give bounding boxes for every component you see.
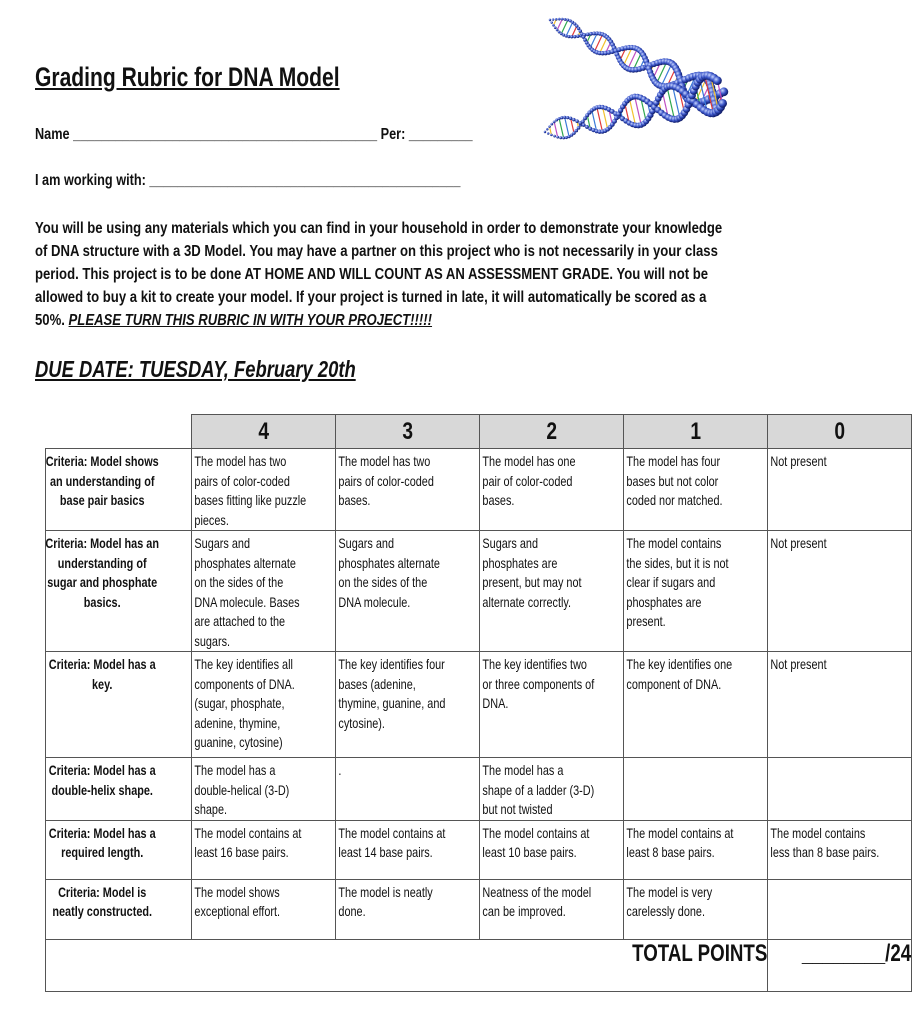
score-cell (192, 531, 336, 652)
criteria-text: Criteria: Model has an understanding of sugar and phosphate basics. (45, 536, 160, 610)
score-description: The model has two pairs of color-coded bases fitting like puzzle pieces. (194, 454, 307, 528)
rubric-header-row (46, 415, 912, 449)
score-description: The model contains at least 16 base pairs. (194, 825, 302, 860)
score-cell (768, 449, 912, 531)
score-description: The model contains at least 8 base pairs. (626, 825, 734, 860)
criteria-text: Criteria: Model shows an understanding of base pair basics (45, 454, 159, 508)
header-score-4: 4 (192, 415, 336, 449)
header-score-0: 0 (768, 415, 912, 449)
rubric-row (46, 758, 912, 821)
total-row (46, 939, 912, 991)
instructions-text: You will be using any materials which you can find in your household in order to demonstrate your knowledge of DNA structure with a 3D Model. You may have a partner on this project who is not necessarily in your class period. This project is to be done AT HOME AND WILL COUNT AS AN ASSESSMENT GRADE. You will not be allowed to buy a kit to create your model. If your project is turned in late, it will automatically be scored as a 50%. (35, 220, 723, 329)
score-description: The model contains the sides, but it is not clear if sugars and phosphates are present. (626, 536, 729, 629)
score-cell (336, 449, 480, 531)
score-description: The model contains at least 14 base pairs. (338, 825, 446, 860)
total-points-score[interactable]: ________/24 (768, 939, 912, 991)
score-cell (480, 652, 624, 758)
rubric-table (45, 414, 912, 992)
score-cell (192, 652, 336, 758)
score-cell (768, 652, 912, 758)
score-cell (336, 820, 480, 879)
rubric-row (46, 820, 912, 879)
score-cell (480, 531, 624, 652)
score-description: Sugars and phosphates are present, but may not alternate correctly. (482, 536, 582, 610)
score-description: The model contains at least 10 base pairs. (482, 825, 590, 860)
due-date: DUE DATE: TUESDAY, February 20th (35, 356, 356, 382)
page-title: Grading Rubric for DNA Model (35, 62, 340, 92)
criteria-cell (46, 758, 192, 821)
header-score-2: 2 (480, 415, 624, 449)
criteria-cell (46, 820, 192, 879)
score-cell (192, 879, 336, 939)
score-cell (192, 758, 336, 821)
score-cell (480, 758, 624, 821)
criteria-cell (46, 652, 192, 758)
criteria-text: Criteria: Model has a double-helix shape. (48, 763, 156, 798)
score-description: The model is neatly done. (338, 884, 433, 919)
score-description: The key identifies two or three components of DNA. (482, 657, 595, 711)
score-description: The model contains less than 8 base pairs. (770, 825, 880, 860)
score-description (624, 758, 738, 761)
score-cell (480, 879, 624, 939)
score-description: The model shows exceptional effort. (194, 884, 281, 919)
score-cell (480, 449, 624, 531)
score-cell (336, 652, 480, 758)
instructions-paragraph (35, 217, 724, 332)
score-description: The model has four bases but not color coded nor matched. (626, 454, 723, 508)
score-description: The model has a shape of a ladder (3-D) but not twisted (482, 763, 595, 817)
score-cell (336, 758, 480, 821)
score-cell (624, 531, 768, 652)
dna-helix-image (535, 12, 725, 190)
rubric-row (46, 449, 912, 531)
criteria-text: Criteria: Model has a required length. (48, 825, 156, 860)
header-score-3: 3 (336, 415, 480, 449)
score-cell (624, 879, 768, 939)
score-description: The model is very carelessly done. (626, 884, 713, 919)
total-points-label: TOTAL POINTS (46, 939, 768, 991)
score-cell (768, 758, 912, 821)
criteria-text: Criteria: Model is neatly constructed. (52, 884, 153, 919)
name-per-field[interactable]: Name ___________________________________________ Per: _________ (35, 126, 473, 143)
score-description (768, 880, 882, 883)
score-description: Sugars and phosphates alternate on the sides of the DNA molecule. Bases are attached to the sugars. (194, 536, 300, 649)
score-description: Not present (770, 536, 827, 551)
score-description: The model has two pairs of color-coded bases. (338, 454, 434, 508)
score-cell (480, 820, 624, 879)
rubric-row (46, 652, 912, 758)
score-cell (768, 531, 912, 652)
header-score-1: 1 (624, 415, 768, 449)
header-blank (46, 415, 192, 449)
rubric-row (46, 531, 912, 652)
score-description: Neatness of the model can be improved. (482, 884, 592, 919)
score-cell (336, 531, 480, 652)
score-cell (624, 820, 768, 879)
score-cell (624, 758, 768, 821)
score-description: Not present (770, 454, 827, 469)
working-with-field[interactable]: I am working with: ____________________________________________ (35, 172, 461, 189)
score-description: The model has one pair of color-coded bases. (482, 454, 576, 508)
score-description: The key identifies all components of DNA. (sugar, phosphate, adenine, thymine, guanine, cytosine) (194, 657, 295, 750)
score-description: Sugars and phosphates alternate on the sides of the DNA molecule. (338, 536, 440, 610)
criteria-cell (46, 879, 192, 939)
score-cell (768, 820, 912, 879)
score-description: Not present (770, 657, 827, 672)
criteria-text: Criteria: Model has a key. (48, 657, 156, 692)
score-cell (624, 652, 768, 758)
criteria-cell (46, 531, 192, 652)
score-description: The key identifies four bases (adenine, thymine, guanine, and cytosine). (338, 657, 446, 731)
score-description: The key identifies one component of DNA. (626, 657, 733, 692)
score-description: . (338, 763, 342, 778)
score-description (768, 758, 882, 761)
score-cell (336, 879, 480, 939)
score-cell (192, 820, 336, 879)
score-cell (192, 449, 336, 531)
criteria-cell (46, 449, 192, 531)
rubric-row (46, 879, 912, 939)
score-description: The model has a double-helical (3-D) shape. (194, 763, 290, 817)
instructions-highlight: PLEASE TURN THIS RUBRIC IN WITH YOUR PROJECT!!!!! (68, 312, 433, 329)
score-cell (624, 449, 768, 531)
score-cell (768, 879, 912, 939)
